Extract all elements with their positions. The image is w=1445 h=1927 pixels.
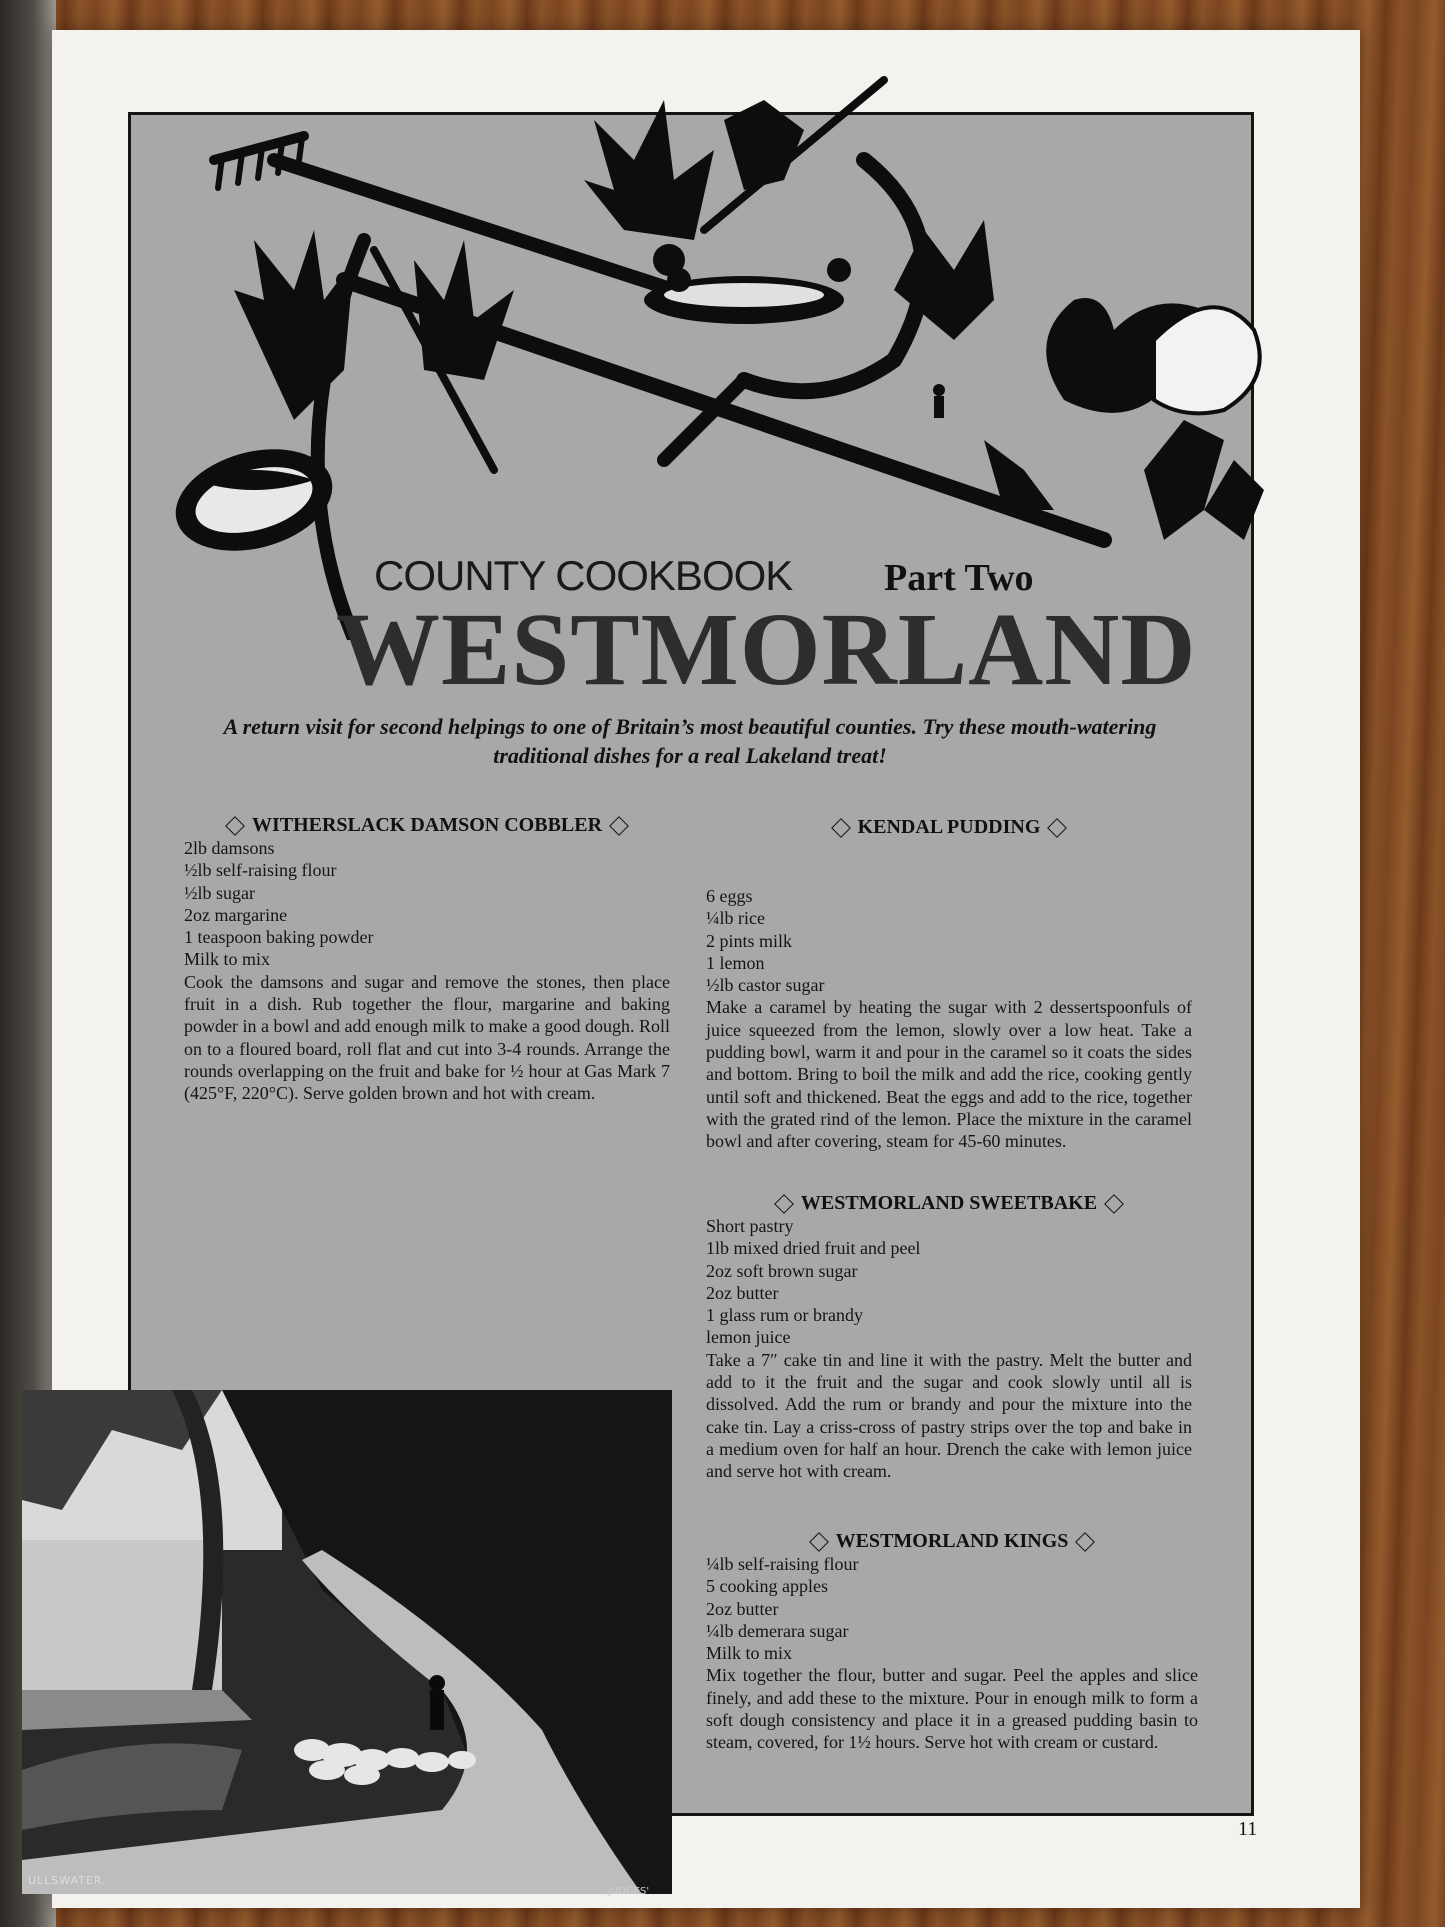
page-title: WESTMORLAND — [336, 592, 1197, 707]
ingredient: ½lb self-raising flour — [184, 860, 337, 881]
diamond-icon — [831, 818, 851, 838]
ingredient-list — [706, 885, 1192, 996]
recipe-method: Cook the damsons and sugar and remove the stones, then place fruit in a dish. Rub together the flour, margarine and baking powder in a bowl and add enough milk to make a good dough. Roll on to a floured board, roll flat and cut into 3-4 rounds. Arrange the rounds overlapping on the fruit and bake for ½ hour at Gas Mark 7 (425°F, 220°C). Serve golden brown and hot with cream. — [184, 971, 670, 1104]
ingredient-list — [706, 1215, 1192, 1349]
ingredient: 1 lemon — [706, 952, 765, 973]
recipe-kendal-pudding — [706, 816, 1192, 1153]
ingredient: ½lb castor sugar — [706, 975, 825, 996]
series-label: COUNTY COOKBOOK — [374, 552, 793, 599]
ingredient: 6 eggs — [706, 886, 753, 906]
page-number: 11 — [1238, 1818, 1258, 1840]
ingredient: 2lb damsons — [184, 838, 275, 858]
recipe-damson-cobbler — [184, 814, 670, 1105]
photo-caption-right: JUDGES' — [608, 1886, 650, 1897]
ingredient: ½lb sugar — [184, 882, 255, 903]
recipe-title — [706, 1192, 1192, 1215]
ingredient: 2oz margarine — [184, 904, 288, 925]
ingredient: ¼lb demerara sugar — [706, 1620, 849, 1641]
lakeside-road-photo — [22, 1390, 672, 1894]
diamond-icon — [1047, 818, 1067, 838]
ingredient-list — [184, 837, 670, 971]
diamond-icon — [609, 816, 629, 836]
diamond-icon — [1104, 1194, 1124, 1214]
ingredient: Milk to mix — [184, 949, 271, 970]
ingredient: lemon juice — [706, 1327, 791, 1348]
ingredient: Short pastry — [706, 1216, 794, 1236]
ingredient: 2oz soft brown sugar — [706, 1260, 858, 1281]
ingredient: ¼lb self-raising flour — [706, 1554, 859, 1574]
ingredient-list — [706, 1553, 1198, 1664]
recipe-method: Take a 7″ cake tin and line it with the pastry. Melt the butter and add to it the fruit and the sugar and cook slowly until all is dissolved. Add the rum or brandy and pour the mixture into the cake tin. Lay a criss-cross of pastry strips over the top and bake in a medium oven for half an hour. Drench the cake with lemon juice and serve hot with cream. — [706, 1349, 1192, 1482]
ingredient: Milk to mix — [706, 1643, 793, 1664]
diamond-icon — [225, 816, 245, 836]
ingredient: 1 teaspoon baking powder — [184, 927, 374, 948]
ingredient: 1lb mixed dried fruit and peel — [706, 1238, 921, 1259]
recipe-title-text: WITHERSLACK DAMSON COBBLER — [251, 814, 603, 836]
diamond-icon — [809, 1532, 829, 1552]
part-label: Part Two — [884, 557, 1034, 599]
recipe-westmorland-sweetbake — [706, 1192, 1192, 1483]
ingredient: 2oz butter — [706, 1282, 779, 1303]
recipe-method: Make a caramel by heating the sugar with 2 dessertspoonfuls of juice squeezed from the lemon, slowly over a low heat. Take a pudding bowl, warm it and pour in the caramel so it coats the sides and bottom. Bring to boil the milk and add the rice, cooking gently until soft and thickened. Beat the eggs and add to the rice, together with the grated rind of the lemon. Place the mixture in the caramel bowl and after covering, steam for 45-60 minutes. — [706, 997, 1192, 1152]
recipe-title-text: KENDAL PUDDING — [857, 816, 1041, 838]
recipe-method: Mix together the flour, butter and sugar. Peel the apples and slice finely, and add these to the mixture. Pour in enough milk to form a soft dough consistency and place it in a greased pudding basin to steam, covered, for 1½ hours. Serve hot with cream or custard. — [706, 1665, 1198, 1753]
diamond-icon — [774, 1194, 794, 1214]
recipe-westmorland-kings — [706, 1530, 1198, 1754]
ingredient: ¼lb rice — [706, 908, 765, 929]
recipe-title-text: WESTMORLAND KINGS — [835, 1530, 1069, 1552]
diamond-icon — [1076, 1532, 1096, 1552]
intro-text: A return visit for second helpings to one of Britain’s most beautiful counties. Try these mouth-watering traditional dishes for a real Lakeland treat! — [223, 714, 1157, 768]
recipe-title — [706, 1530, 1198, 1553]
engraving-illustration — [104, 40, 1284, 640]
ingredient: 1 glass rum or brandy — [706, 1305, 863, 1326]
recipe-title-text: WESTMORLAND SWEETBAKE — [800, 1192, 1098, 1214]
ingredient: 2oz butter — [706, 1598, 779, 1619]
ingredient: 2 pints milk — [706, 930, 793, 951]
photo-caption-left: ULLSWATER. — [28, 1874, 107, 1887]
recipe-title — [184, 814, 670, 837]
ingredient: 5 cooking apples — [706, 1576, 828, 1597]
recipe-title — [706, 816, 1192, 839]
